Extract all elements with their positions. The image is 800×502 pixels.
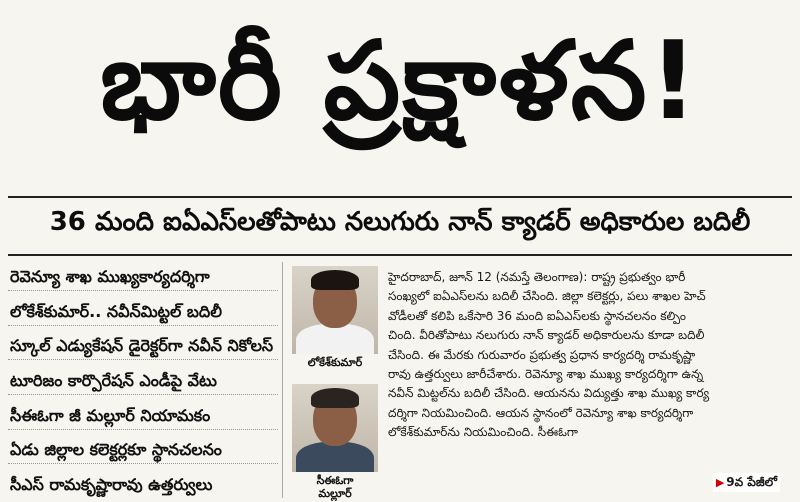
column-divider xyxy=(282,262,283,498)
article-line: హైదరాబాద్, జూన్ 12 (నమస్తే తెలంగాణ): రాష్ట్ర ప్రభుత్వం భారీ xyxy=(388,270,686,284)
portrait-photo-mallur xyxy=(292,384,378,472)
highlight-item: రెవెన్యూ శాఖ ముఖ్యకార్యదర్శిగా xyxy=(8,264,278,291)
highlight-item: టూరిజం కార్పొరేషన్ ఎండీపై వేటు xyxy=(8,368,278,395)
article-line: చింది. వీరితోపాటు నలుగురు నాన్ క్యాడర్ అధికారులను కూడా బదిలీ xyxy=(388,328,705,343)
article-line: దర్శిగా నియమించింది. ఆయన స్థానంలో రెవెన్యూ శాఖ కార్యదర్శిగా xyxy=(388,405,694,420)
top-rule xyxy=(8,196,792,198)
highlight-item: ఏడు జిల్లాల కలెక్టర్లకూ స్థానచలనం xyxy=(8,437,278,464)
continued-on-page xyxy=(713,473,780,492)
subheadline: 36 మంది ఐఏఎస్‌లతోపాటు నలుగురు నాన్ క్యాడర్ అధికారుల బదిలీ xyxy=(49,207,751,237)
photo-caption-mallur-line1: సీఈఓగా xyxy=(316,474,354,487)
article-line: లోకేశ్‌కుమార్‌ను నియమించింది. సీఈఓగా xyxy=(388,425,578,440)
highlight-item: స్కూల్ ఎడ్యుకేషన్ డైరెక్టర్‌గా నవీన్ నికోలస్ xyxy=(8,333,278,360)
photo-caption-lokesh: లోకేశ్‌కుమార్ xyxy=(307,356,363,369)
article-line: నవీన్ మిట్టల్‌ను బదిలీ చేసింది. ఆయనను విద్యుత్తు శాఖ ముఖ్య కార్య xyxy=(388,386,710,401)
article-line: సంఖ్యలో ఐఏఎస్‌లను బదిలీ చేసింది. జిల్లా కలెక్టర్లు, పలు శాఖల హెచ్ xyxy=(388,289,706,304)
continued-label: 9వ పేజీలో xyxy=(726,474,777,489)
play-arrow-icon: ▶ xyxy=(715,475,725,489)
sidebar-highlights xyxy=(8,264,278,498)
portrait-photo-lokesh xyxy=(292,266,378,354)
article-line: చేసింది. ఈ మేరకు గురువారం ప్రభుత్వ ప్రధాన కార్యదర్శి రామకృష్ణా xyxy=(388,347,696,362)
highlight-item: లోకేశ్‌కుమార్.. నవీన్‌మిట్టల్ బదిలీ xyxy=(8,299,278,326)
article-line: రావు ఉత్తర్వులు జారీచేశారు. రెవెన్యూ శాఖ ముఖ్య కార్యదర్శిగా ఉన్న xyxy=(388,367,704,382)
article-body xyxy=(388,268,792,498)
photo-caption-mallur-line2: మల్లూర్ xyxy=(318,487,352,500)
highlight-item: సీఈఓగా జీ మల్లూర్ నియామకం xyxy=(8,403,278,430)
article-line: వోడీలతో కలిపి ఒకేసారి 36 మంది ఐఏఎస్‌లకు స్థానచలనం కల్పిం xyxy=(388,308,686,323)
bottom-rule xyxy=(8,254,792,256)
highlight-item: సీఎస్ రామకృష్ణారావు ఉత్తర్వులు xyxy=(10,474,213,494)
headline: భారీ ప్రక్షాళన! xyxy=(100,19,700,144)
